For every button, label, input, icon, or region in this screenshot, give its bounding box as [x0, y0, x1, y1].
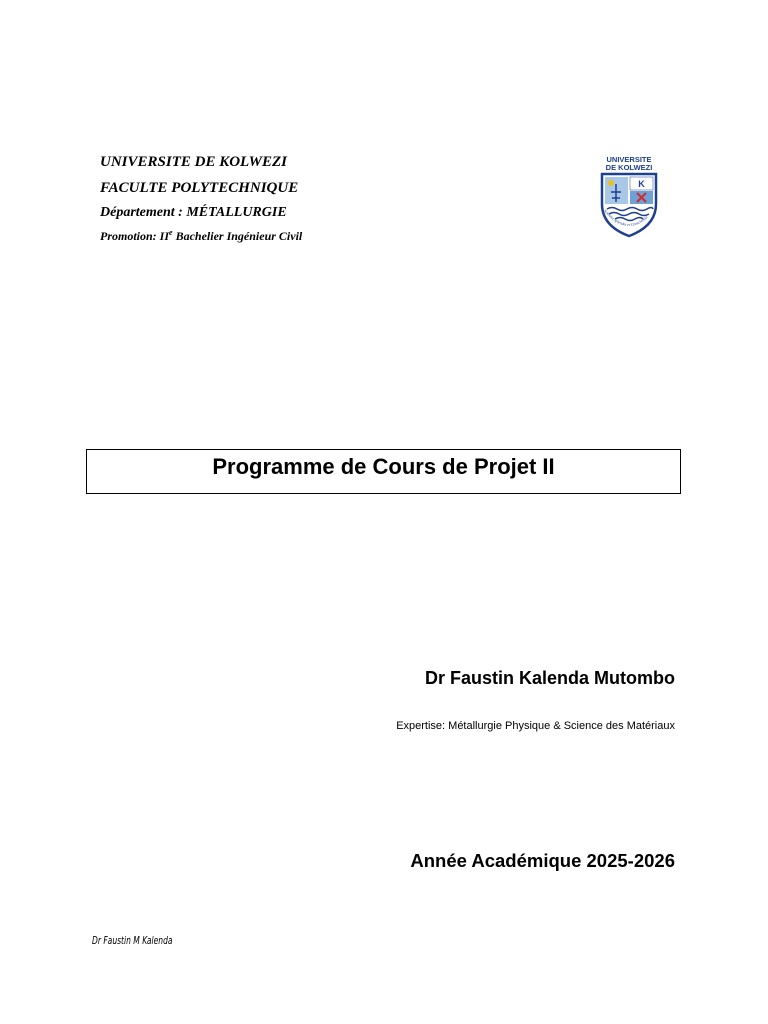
faculty-name: FACULTE POLYTECHNIQUE: [100, 180, 299, 196]
logo-letter: K: [638, 179, 645, 189]
document-title: Programme de Cours de Projet II: [212, 454, 555, 479]
logo-text-line2: DE KOLWEZI: [605, 163, 653, 172]
department-name: Département : MÉTALLURGIE: [100, 205, 287, 220]
university-logo: [596, 154, 662, 238]
logo-text-line1: UNIVERSITE: [606, 155, 652, 164]
university-name: UNIVERSITE DE KOLWEZI: [100, 154, 287, 170]
author-name: Dr Faustin Kalenda Mutombo: [424, 668, 675, 688]
page-footer: Dr Faustin M Kalenda: [92, 935, 173, 947]
promotion-superscript: e: [169, 228, 173, 237]
academic-year: Année Académique 2025-2026: [410, 850, 675, 871]
sun-icon: [608, 180, 614, 186]
logo-motto: Scientia Splendet et Conscientia: [602, 208, 649, 228]
promotion-line: [100, 228, 302, 244]
author-expertise: Expertise: Métallurgie Physique & Science des Matériaux: [396, 720, 675, 732]
promotion-suffix: Bachelier Ingénieur Civil: [172, 229, 303, 243]
document-title-box: [86, 449, 681, 494]
promotion-prefix: Promotion: II: [100, 229, 170, 243]
